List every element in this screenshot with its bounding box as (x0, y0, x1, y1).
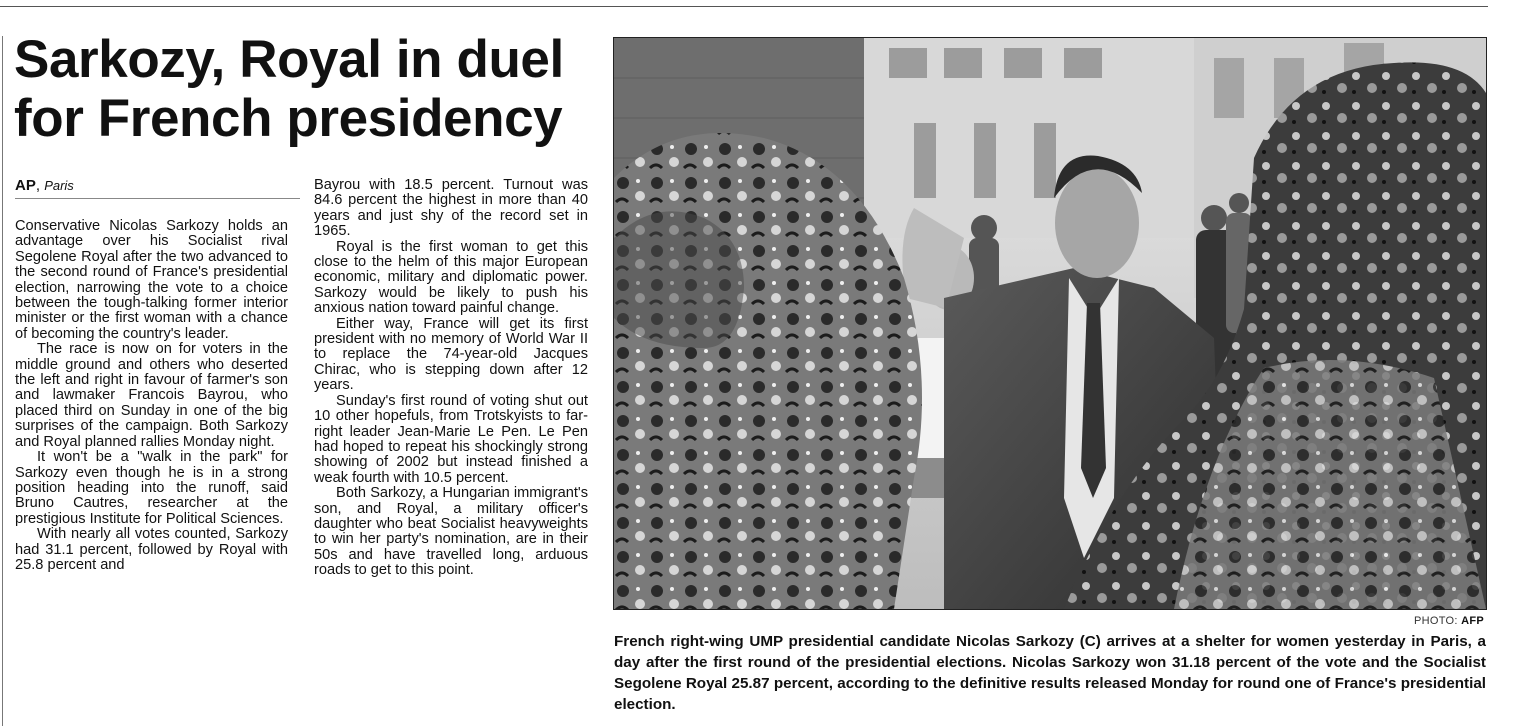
article-column-1 (15, 219, 288, 573)
photo-credit-source: AFP (1461, 615, 1484, 627)
paragraph: Bayrou with 18.5 percent. Turnout was 84.6 percent the highest in more than 40 years and just shy of the record set in 1965. (314, 177, 588, 240)
paragraph: Conservative Nicolas Sarkozy holds an advantage over his Socialist rival Segolene Royal after the two advanced to the second round of France's presidential election, narrowing the vote to a choice between the tough-talking former interior minister or the first woman with a chance of becoming the country's leader. (15, 218, 288, 342)
byline: AP, Paris (15, 177, 300, 199)
news-photo (613, 37, 1487, 610)
photo-caption: French right-wing UMP presidential candidate Nicolas Sarkozy (C) arrives at a shelter for women yesterday in Paris, a day after the first round of the presidential elections. Nicolas Sarkozy won 31.18 percent of the vote and the Socialist Segolene Royal 25.87 percent, according to the definitive results released Monday for round one of France's presidential election. (614, 633, 1486, 713)
top-rule (0, 6, 1488, 7)
article-column-2 (314, 178, 588, 579)
left-column-rule (2, 36, 3, 726)
paragraph: Both Sarkozy, a Hungarian immigrant's son, and Royal, a military officer's daughter who beat Socialist heavyweights to win her party's nomination, are in their 50s and have travelled long, arduous roads to get to this point. (314, 485, 588, 579)
headline (14, 30, 594, 148)
paragraph: Royal is the first woman to get this close to the helm of this major European economic, military and diplomatic power. Sarkozy would be likely to push his anxious nation toward painful change. (314, 238, 588, 317)
headline-line-2: for French presidency (14, 89, 563, 148)
byline-agency: AP (15, 177, 36, 194)
paragraph: Sunday's first round of voting shut out 10 other hopefuls, from Trotskyists to far-right leader Jean-Marie Le Pen. Le Pen had hoped to repeat his shockingly strong showing of 2002 but instead finished a weak fourth with 10.5 percent. (314, 392, 588, 486)
paragraph: It won't be a "walk in the park" for Sarkozy even though he is in a strong position heading into the runoff, said Bruno Cautres, researcher at the prestigious Institute for Political Sciences. (15, 449, 288, 527)
paragraph: The race is now on for voters in the middle ground and others who deserted the left and right in favour of farmer's son and lawmaker Francois Bayrou, who placed third on Sunday in one of the big surprises of the campaign. Both Sarkozy and Royal planned rallies Monday night. (15, 341, 288, 450)
paragraph: Either way, France will get its first president with no memory of World War II to replace the 74-year-old Jacques Chirac, who is stepping down after 12 years. (314, 315, 588, 394)
headline-line-1: Sarkozy, Royal in duel (14, 30, 564, 89)
byline-place: Paris (44, 178, 74, 193)
photo-credit (1414, 615, 1484, 627)
photo-credit-label: PHOTO: (1413, 615, 1458, 627)
paragraph: With nearly all votes counted, Sarkozy had 31.1 percent, followed by Royal with 25.8 percent and (15, 526, 288, 573)
